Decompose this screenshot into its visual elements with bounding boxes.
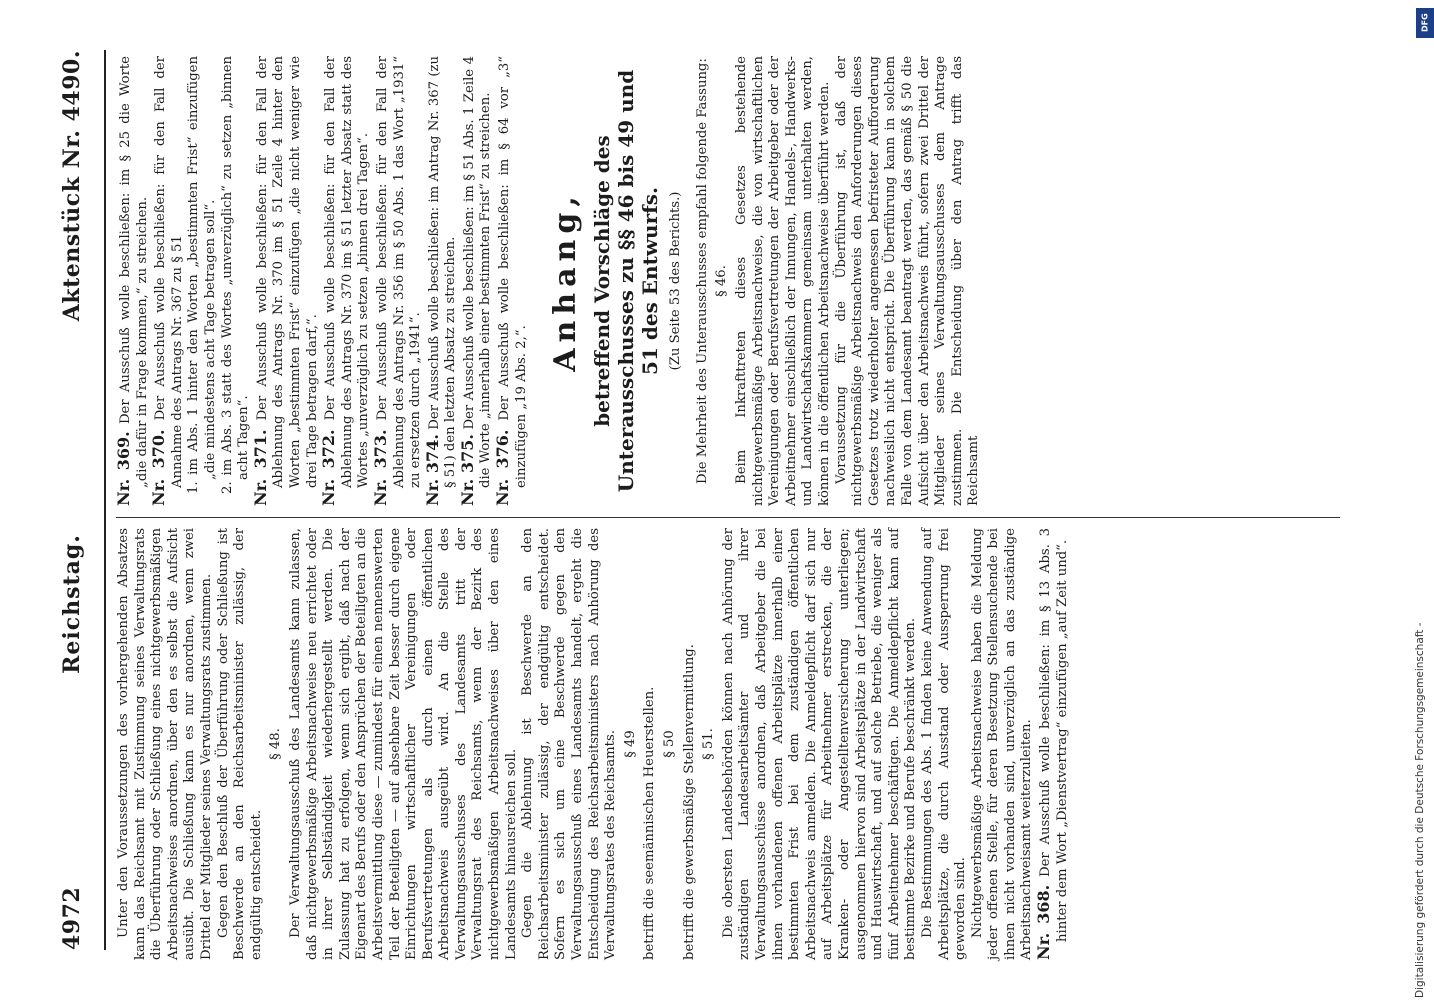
- section-heading: § 46.: [714, 265, 730, 297]
- motion-text: Der Ausschuß wolle beschließen: für den Fall der Annahme des Antrags Nr. 367 zu § 51: [153, 56, 185, 488]
- column-divider: [116, 517, 1340, 518]
- motion-text: Der Ausschuß wolle beschließen: für den Fall der Ablehnung des Antrags Nr. 370 im § 51 letzter Absatz statt des Wortes „unverzüglich zu setzen „binnen drei Tagen“.: [323, 56, 372, 488]
- motion-text: Der Ausschuß wolle beschließen: im § 25 die Worte „die dafür in Frage kommen,“ zu streichen.: [118, 56, 150, 488]
- motion-374: [422, 55, 460, 506]
- paragraph: Gegen den Beschluß der Überführung oder Schließung ist Beschwerde an den Reichsarbeitsminister zulässig, der endgültig entscheidet.: [215, 528, 264, 960]
- paragraph: Unter den Voraussetzungen des vorhergehenden Absatzes kann das Reichsamt mit Zustimmung seines Verwaltungsrats die Überführung oder Schließung eines nichtgewerbsmäßigen Arbeitsnachweises anordnen, über den es selbst die Aufsicht ausübt. Die Schließung kann es nur anordnen, wenn zwei Drittel der Mitglieder seines Verwaltungsrats zustimmen.: [116, 528, 214, 960]
- header-rule: [104, 50, 106, 950]
- motion-number: Nr. 368.: [1034, 884, 1054, 960]
- page-header: [59, 30, 104, 970]
- section-heading: § 51.: [701, 728, 717, 760]
- paragraph: Gegen die Ablehnung ist Beschwerde an den Reichsarbeitsminister zulässig, der endgültig entscheidet. Sofern es sich um eine Beschwerde gegen den Verwaltungsausschuß eines Landesamts handelt, ergeht die Entscheidung des Reichsarbeitsministers nach Anhörung des Verwaltungsrates des Reichsamts.: [520, 528, 619, 960]
- motion-number: Nr. 370.: [149, 429, 169, 506]
- appendix-reference: (Zu Seite 53 des Berichts.): [668, 191, 684, 371]
- section-heading: § 49: [622, 730, 638, 758]
- digitization-note: Digitalisierung gefördert durch die Deutsche Forschungsgemeinschaft -: [1414, 622, 1426, 998]
- paragraph: betrifft die gewerbsmäßige Stellenvermittlung.: [681, 644, 697, 960]
- motion-text: Der Ausschuß wolle beschließen: für den Fall der Ablehnung des Antrags Nr. 356 im § 50 Abs. 1 das Wort „1931“ zu ersetzen durch „1941“.: [374, 56, 424, 488]
- paragraph: Die obersten Landesbehörden können nach Anhörung der zuständigen Landesarbeitsämter und ihrer Verwaltungsausschüsse anordnen, daß Arbeitgeber die bei ihnen vorhandenen offenen Arbeitsplätze innerhalb einer bestimmten Frist bei dem zuständigen öffentlichen Arbeitsnachweis anmelden. Die Anmeldepflicht darf sich nur auf Arbeitsplätze für Arbeitnehmer erstrecken, die der Kranken- oder Angestelltenversicherung unterliegen; ausgenommen hiervon sind Arbeitsplätze in der Landwirtschaft und Hauswirtschaft, und auf solche Betriebe, die weniger als fünf Arbeitnehmer beschäftigen. Die Anmeldepflicht kann auf bestimmte Bezirke und Berufe beschränkt werden.: [720, 528, 919, 960]
- motion-number: Nr. 374.: [422, 434, 442, 506]
- paragraph: Die Bestimmungen des Abs. 1 finden keine Anwendung auf Arbeitsplätze, die durch Ausstand oder Aussperrung frei geworden sind.: [919, 528, 969, 960]
- motion-text: Der Ausschuß wolle beschließen: im Antrag Nr. 367 (zu § 51) den letzten Absatz zu streichen.: [426, 55, 459, 488]
- motion-375: [457, 56, 495, 506]
- motion-376: [495, 56, 530, 506]
- paragraph: Beim Inkrafttreten dieses Gesetzes bestehende nichtgewerbsmäßige Arbeitsnachweise, die von wirtschaftlichen Vereinigungen oder Berufsvertretungen der Arbeitgeber oder der Arbeitnehmer einschließlich der Innungen, Handels-, Handwerks- und Landwirtschaftskammern gemeinsam unterhalten werden, können in die öffentlichen Arbeitsnachweise überführt werden.: [734, 56, 832, 506]
- publication-title: Reichstag.: [59, 534, 85, 674]
- motion-number: Nr. 369.: [114, 431, 133, 506]
- page-number: 4972: [59, 886, 85, 950]
- dfg-logo: DFG: [1416, 8, 1434, 38]
- motion-subitem: 1. im Abs. 1 hinter den Worten „bestimmten Frist“ einzufügen „die mindestens acht Tage betragen soll“.: [186, 56, 218, 494]
- motion-number: Nr. 371.: [250, 429, 270, 506]
- motion-373: [370, 56, 425, 506]
- document-page: [60, 20, 1360, 980]
- paragraph: Der Verwaltungsausschuß des Landesamts kann zulassen, daß nichtgewerbsmäßige Arbeitsnachweise neu errichtet oder in ihrer Selbständigkeit wiederhergestellt werden. Die Zulassung hat zu erfolgen, wenn sich ergibt, daß nach der Eigenart des Berufs oder den Ansprüchen der Beteiligten an die Arbeitsvermittlung diese — zumindest für einen nennenswerten Teil der Beteiligten — auf absehbare Zeit besser durch eigene Einrichtungen wirtschaftlicher Vereinigungen oder Berufsvertretungen als durch einen öffentlichen Arbeitsnachweis ausgeübt wird. An die Stelle des Verwaltungsausschusses des Landesamts tritt der Verwaltungsrat des Reichsamts, wenn der Bezirk des nichtgewerbsmäßigen Arbeitsnachweises über den eines Landesamts hinausreichen soll.: [287, 528, 519, 960]
- motion-number: Nr. 373.: [370, 429, 390, 506]
- motion-text: Der Ausschuß wolle beschließen: im § 64 vor „3“ einzufügen „19 Abs. 2,“.: [497, 56, 529, 488]
- motion-number: Nr. 376.: [493, 429, 513, 506]
- motion-number: Nr. 375.: [457, 434, 477, 506]
- paragraph: Nichtgewerbsmäßige Arbeitsnachweise haben die Meldung jeder offenen Stelle, für deren Besetzung Stellensuchende bei ihnen nicht vorhanden sind, unverzüglich an das zuständige Arbeitsnachweisamt weiterzuleiten.: [969, 528, 1035, 960]
- motion-371: [250, 56, 321, 506]
- left-column: [116, 528, 1356, 960]
- paragraph: Die Mehrheit des Unterausschusses empfahl folgende Fassung:: [694, 58, 710, 484]
- appendix-subtitle: betreffend Vorschläge des Unterausschusses zu §§ 46 bis 49 und 51 des Entwurfs.: [590, 69, 663, 493]
- paragraph: betrifft die seemännischen Heuerstellen.: [642, 686, 658, 960]
- motion-370: [151, 56, 186, 506]
- section-heading: § 50: [662, 730, 677, 758]
- right-column: [116, 56, 1356, 506]
- motion-number: Nr. 372.: [319, 429, 339, 506]
- motion-text: Der Ausschuß wolle beschließen: im § 13 Abs. 3 hinter dem Wort „Dienstvertrag“ einzufügen „auf Zeit und“.: [1038, 528, 1070, 942]
- motion-subitem: 2. im Abs. 3 statt des Wortes „unverzüglich“ zu setzen „binnen acht Tagen“.: [219, 56, 252, 494]
- appendix-title: Anhang,: [548, 190, 584, 372]
- motion-368: [1036, 528, 1071, 960]
- paragraph: Voraussetzung für die Überführung ist, daß der nichtgewerbsmäßige Arbeitsnachweis den Anforderungen dieses Gesetzes trotz wiederholter angemessen befristeter Aufforderung nachweislich nicht entspricht. Die Überführung kann in solchem Falle von dem Landesamt beantragt werden, das gemäß § 50 die Aufsicht über den Arbeitsnachweis führt, sofern zwei Drittel der Mitglieder seines Verwaltungsausschusses dem Antrage zustimmen. Die Entscheidung über den Antrag trifft das Reichsamt: [833, 56, 982, 506]
- section-heading: § 48.: [268, 728, 284, 760]
- motion-372: [321, 56, 373, 506]
- motion-369: [116, 56, 151, 506]
- document-reference: Aktenstück Nr. 4490.: [59, 50, 85, 322]
- motion-text: Der Ausschuß wolle beschließen: im § 51 Abs. 1 Zeile 4 die Worte „innerhalb einer bestimmten Frist“ zu streichen.: [461, 56, 494, 488]
- motion-text: Der Ausschuß wolle beschließen: für den Fall der Ablehnung des Antrags Nr. 370 im § 51 Zeile 4 hinter den Worten „bestimmten Frist“ einzufügen „die nicht weniger wie drei Tage betragen darf,“.: [254, 56, 320, 488]
